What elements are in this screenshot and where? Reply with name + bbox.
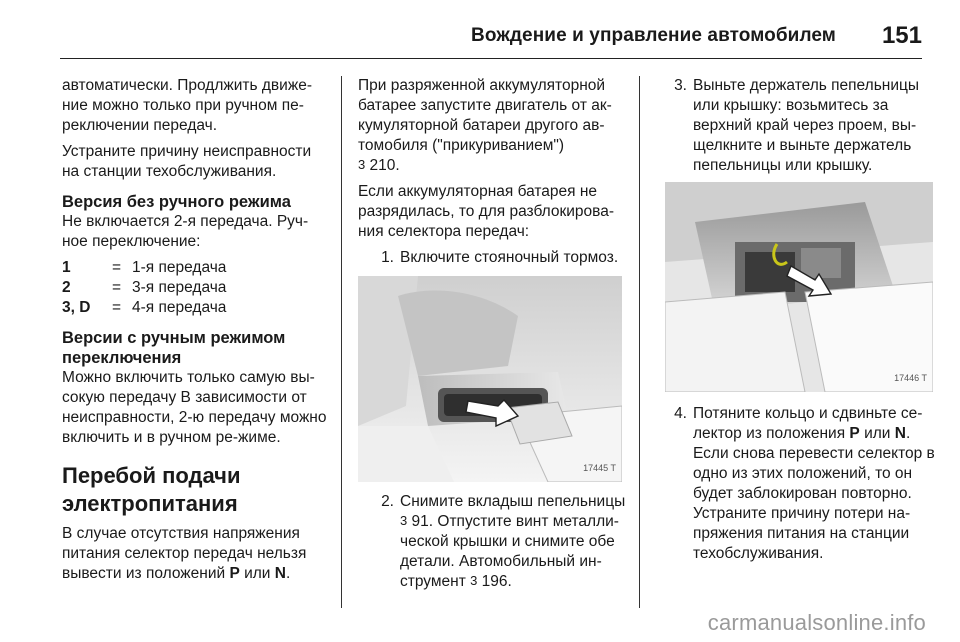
- page-number: 151: [881, 22, 922, 49]
- page-ref-icon: 3: [358, 157, 366, 172]
- console-illustration: [358, 276, 622, 482]
- step-text-part: 91. Отпустите винт металли-ческой крышки и снимите обе детали. Автомобильный ин-струмент: [400, 513, 619, 590]
- step-number: 3.: [674, 77, 687, 94]
- step-text: Выньте держатель пепельницы или крышку: возьмитесь за верхний край через проем, вы-щелкните и выньте держатель пепельницы или крышку.: [693, 77, 920, 174]
- gear-value: 1-я передача: [132, 259, 227, 276]
- gear-row: [62, 278, 330, 298]
- position-p: P: [849, 425, 860, 442]
- step-text-part: Потяните кольцо и сдвиньте се-лектор из положения: [693, 405, 923, 442]
- page-ref-icon: 3: [470, 573, 478, 588]
- battery-text: При разряженной аккумуляторной батарее запустите двигатель от ак-кумуляторной батареи другого ав-томобиля ("прикуриванием"): [358, 77, 612, 154]
- gear-key: 3, D: [62, 299, 91, 316]
- column-divider-1: [341, 76, 342, 608]
- figure-ashtray-console: [358, 276, 622, 482]
- column-divider-2: [639, 76, 640, 608]
- heading-no-manual-mode: Версия без ручного режима: [62, 193, 291, 211]
- position-n: N: [894, 425, 906, 442]
- battery-paragraph-1: [358, 76, 632, 176]
- gear-eq: =: [112, 259, 122, 276]
- column-3: [665, 76, 935, 570]
- power-text-lead: В случае отсутствия напряжения питания селектор передач нельзя вывести из положений: [62, 525, 307, 582]
- step-number: 1.: [381, 249, 394, 266]
- gear-table: [62, 258, 330, 318]
- figure-code: 17446 T: [894, 373, 927, 383]
- step-text-part: . Если снова перевести селектор в одно из этих положений, то он будет заблокирован повторно. Устраните причину потери на-пряжения питания на станции техобслуживания.: [693, 425, 935, 562]
- gear-eq: =: [112, 279, 122, 296]
- intro-paragraph-2: Устраните причину неисправности на станции техобслуживания.: [62, 143, 312, 180]
- heading-power-failure: Перебой подачи электропитания: [62, 463, 241, 516]
- or-text: или: [859, 425, 895, 442]
- gear-row: [62, 258, 330, 278]
- battery-paragraph-2: Если аккумуляторная батарея не разрядилась, то для разблокирова-ния селектора передач:: [358, 183, 614, 240]
- step-4: [665, 404, 935, 564]
- step-text-part: Снимите вкладыш пепельницы: [400, 493, 626, 510]
- power-failure-text: [62, 524, 330, 584]
- step-number: 2.: [381, 493, 394, 510]
- no-manual-text: Не включается 2-я передача. Руч-ное переключение:: [62, 213, 309, 250]
- figure-code: 17445 T: [583, 463, 616, 473]
- or-text: или: [239, 565, 275, 582]
- gear-key: 1: [62, 259, 71, 276]
- column-1: [62, 76, 330, 590]
- page-ref: 210.: [365, 157, 400, 174]
- gear-key: 2: [62, 279, 71, 296]
- step-text: [400, 492, 632, 592]
- step-1: [358, 248, 632, 268]
- manual-text: Можно включить только самую вы-сокую передачу В зависимости от неисправности, 2-ю передачу можно включить и в ручном ре-жиме.: [62, 369, 327, 446]
- page-header: [60, 14, 922, 59]
- header-title: Вождение и управление автомобилем: [471, 25, 836, 46]
- step-2: [358, 492, 632, 592]
- step-text-part: 196.: [477, 573, 512, 590]
- position-p: P: [229, 565, 240, 582]
- page-ref-icon: 3: [400, 513, 408, 528]
- watermark: carmanualsonline.info: [707, 610, 926, 635]
- heading-manual-mode: Версии с ручным режимом переключения: [62, 329, 286, 367]
- step-text: [693, 404, 935, 564]
- step-text: Включите стояночный тормоз.: [400, 249, 619, 266]
- step-3: [665, 76, 935, 176]
- selector-illustration: [665, 182, 933, 392]
- gear-eq: =: [112, 299, 122, 316]
- step-number: 4.: [674, 405, 687, 422]
- gear-row: [62, 298, 330, 318]
- intro-paragraph-1: автоматически. Продлжить движе-ние можно только при ручном пе-реключении передач.: [62, 77, 312, 134]
- gear-value: 4-я передача: [132, 299, 227, 316]
- gear-value: 3-я передача: [132, 279, 227, 296]
- column-2: [358, 76, 632, 598]
- position-n: N: [274, 565, 286, 582]
- figure-selector-ring: [665, 182, 933, 392]
- period: .: [285, 565, 291, 582]
